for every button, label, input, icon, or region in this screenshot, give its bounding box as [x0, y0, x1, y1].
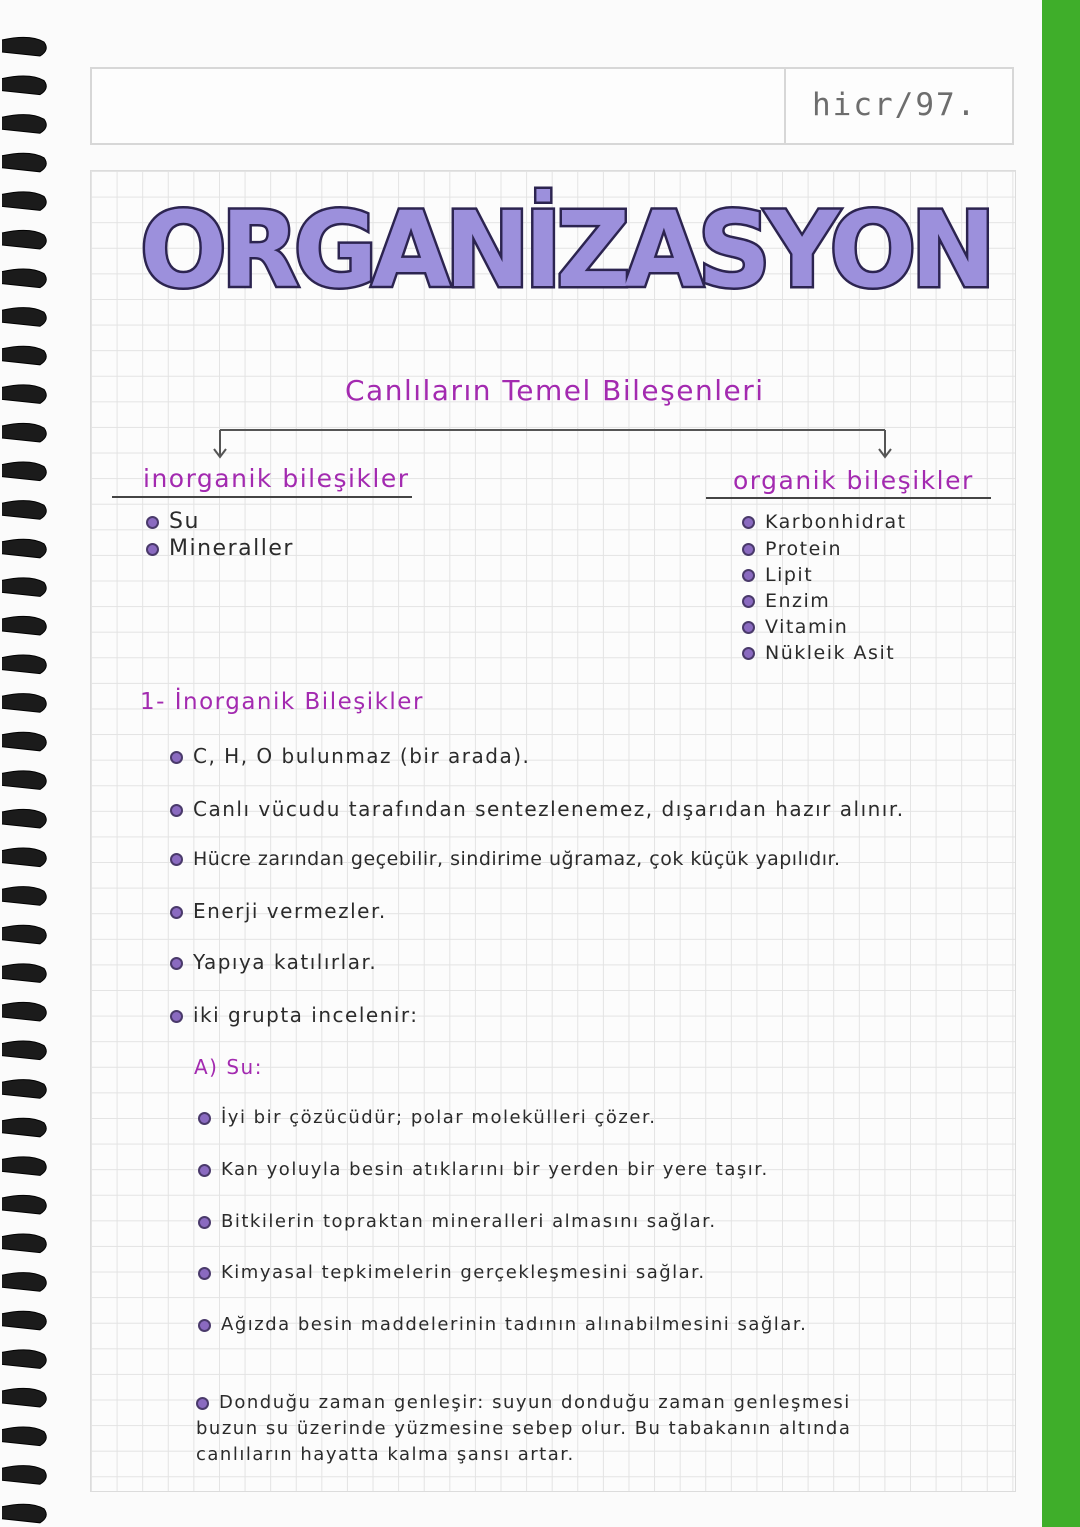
inorganic-item: Mineraller — [146, 536, 294, 561]
spiral-ring — [2, 925, 46, 944]
spiral-ring — [2, 732, 46, 751]
spiral-ring — [2, 1118, 46, 1137]
freezing-note-line: buzun su üzerinde yüzmesine sebep olur. Bu tabakanın altında — [196, 1418, 852, 1439]
spiral-ring — [2, 1427, 46, 1446]
bullet-icon — [742, 647, 755, 660]
water-fact: Ağızda besin maddelerinin tadının alınabilmesini sağlar. — [198, 1314, 807, 1335]
page-title-text: ORGANİZASYON — [140, 189, 990, 311]
spiral-ring — [2, 501, 46, 520]
spiral-ring — [2, 1002, 46, 1021]
page-title — [130, 168, 1000, 313]
header-divider — [784, 69, 786, 143]
inorganic-item: Su — [146, 509, 200, 534]
spiral-ring — [2, 655, 46, 674]
organic-heading: organik bileşikler — [733, 466, 974, 495]
spiral-ring — [2, 230, 46, 249]
bullet-icon — [170, 751, 183, 764]
bullet-icon — [742, 543, 755, 556]
bullet-icon — [170, 957, 183, 970]
section1-heading: 1- İnorganik Bileşikler — [140, 689, 424, 715]
bullet-icon — [742, 516, 755, 529]
freezing-note — [196, 1390, 851, 1468]
spiral-ring — [2, 1195, 46, 1214]
spiral-ring — [2, 1273, 46, 1292]
organic-item: Vitamin — [742, 616, 848, 638]
spiral-ring — [2, 616, 46, 635]
bullet-icon — [742, 569, 755, 582]
spiral-ring — [2, 1388, 46, 1407]
header-box — [90, 67, 1014, 145]
subtitle: Canlıların Temel Bileşenleri — [345, 374, 765, 407]
spiral-ring — [2, 848, 46, 867]
inorganic-fact: iki grupta incelenir: — [170, 1003, 419, 1027]
water-fact: Bitkilerin topraktan mineralleri almasını sağlar. — [198, 1211, 717, 1232]
inorganic-fact: Yapıya katılırlar. — [170, 950, 377, 974]
organic-underline — [706, 497, 991, 499]
spiral-ring — [2, 76, 46, 95]
spiral-ring — [2, 1041, 46, 1060]
spiral-ring — [2, 694, 46, 713]
inorganic-fact: C, H, O bulunmaz (bir arada). — [170, 744, 530, 768]
spiral-ring — [2, 771, 46, 790]
bullet-icon — [198, 1112, 211, 1125]
spiral-ring — [2, 37, 46, 56]
spiral-ring — [2, 153, 46, 172]
water-fact: Kimyasal tepkimelerin gerçekleşmesini sağlar. — [198, 1262, 706, 1283]
spiral-ring — [2, 308, 46, 327]
bullet-icon — [170, 906, 183, 919]
spiral-ring — [2, 887, 46, 906]
bullet-icon — [146, 543, 159, 556]
spiral-ring — [2, 269, 46, 288]
inorganic-fact: Hücre zarından geçebilir, sindirime uğramaz, çok küçük yapılıdır. — [170, 848, 841, 870]
spiral-ring — [2, 1504, 46, 1523]
inorganic-underline — [112, 496, 412, 498]
spiral-ring — [2, 462, 46, 481]
spiral-ring — [2, 1466, 46, 1485]
bullet-icon — [742, 621, 755, 634]
bullet-icon — [170, 804, 183, 817]
spiral-ring — [2, 1350, 46, 1369]
spiral-ring — [2, 346, 46, 365]
spiral-ring — [2, 192, 46, 211]
spiral-ring — [2, 1157, 46, 1176]
bullet-icon — [742, 595, 755, 608]
spiral-ring — [2, 1080, 46, 1099]
spiral-ring — [2, 1311, 46, 1330]
organic-item: Nükleik Asit — [742, 642, 895, 664]
green-background-edge — [1042, 0, 1080, 1527]
branch-arrows — [205, 420, 905, 465]
bullet-icon — [198, 1319, 211, 1332]
freezing-note-line: Donduğu zaman genleşir: suyun donduğu zaman genleşmesi — [196, 1390, 851, 1416]
spiral-ring — [2, 115, 46, 134]
organic-item: Lipit — [742, 564, 813, 586]
grid-paper — [90, 170, 1016, 1492]
inorganic-fact: Enerji vermezler. — [170, 899, 387, 923]
spiral-ring — [2, 539, 46, 558]
organic-item: Karbonhidrat — [742, 511, 907, 533]
inorganic-heading: inorganik bileşikler — [143, 464, 410, 493]
bullet-icon — [198, 1164, 211, 1177]
spiral-ring — [2, 1234, 46, 1253]
freezing-note-line: canlıların hayatta kalma şansı artar. — [196, 1444, 575, 1465]
bullet-icon — [170, 853, 183, 866]
organic-item: Enzim — [742, 590, 830, 612]
spiral-binding — [0, 0, 56, 1527]
bullet-icon — [146, 516, 159, 529]
spiral-ring — [2, 385, 46, 404]
organic-item: Protein — [742, 538, 842, 560]
water-fact: İyi bir çözücüdür; polar molekülleri çözer. — [198, 1107, 656, 1128]
bullet-icon — [196, 1397, 209, 1410]
water-fact: Kan yoluyla besin atıklarını bir yerden bir yere taşır. — [198, 1159, 769, 1180]
water-heading: A) Su: — [194, 1055, 263, 1079]
spiral-ring — [2, 964, 46, 983]
header-date: hicr/97. — [812, 87, 978, 123]
inorganic-fact: Canlı vücudu tarafından sentezlenemez, dışarıdan hazır alınır. — [170, 797, 905, 821]
spiral-ring — [2, 809, 46, 828]
bullet-icon — [198, 1216, 211, 1229]
bullet-icon — [170, 1010, 183, 1023]
bullet-icon — [198, 1267, 211, 1280]
spiral-ring — [2, 423, 46, 442]
spiral-ring — [2, 578, 46, 597]
